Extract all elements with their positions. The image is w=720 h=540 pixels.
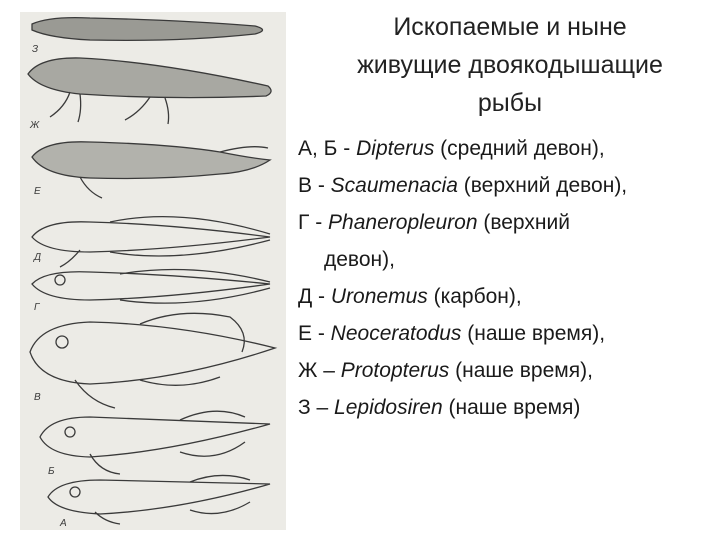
legend-item-uronemus	[298, 278, 713, 315]
legend-item-lepidosiren	[298, 389, 713, 426]
fish-uronemus	[32, 217, 270, 267]
legend-item-neoceratodus	[298, 315, 713, 352]
legend-item-dipterus	[298, 130, 713, 167]
legend-prefix: Д -	[298, 285, 331, 308]
slide-title	[310, 8, 710, 122]
legend-genus: Scaumenacia	[330, 174, 458, 197]
figure-letter-g: Г	[34, 302, 40, 313]
legend-genus: Neoceratodus	[330, 322, 462, 345]
fish-dipterus-b	[40, 411, 270, 477]
fish-scaumenacia	[30, 313, 275, 408]
legend-item-phaneropleuron-continuation: девон),	[324, 248, 395, 271]
figure-letter-v: В	[34, 392, 41, 403]
figure-letter-b: Б	[48, 466, 55, 477]
legend-genus: Uronemus	[330, 285, 428, 308]
figure-letter-zh: Ж	[30, 120, 40, 131]
legend-period: (верхний девон),	[457, 174, 628, 197]
legend-prefix: А, Б -	[298, 137, 357, 160]
legend-period: (наше время)	[442, 396, 581, 419]
legend-genus: Dipterus	[356, 137, 435, 160]
legend-period: (карбон),	[427, 285, 522, 308]
legend-genus: Lepidosiren	[334, 396, 443, 419]
legend-period: (средний девон),	[434, 137, 605, 160]
fish-protopterus	[28, 58, 271, 131]
legend-item-protopterus	[298, 352, 713, 389]
figure-letter-z: З	[32, 44, 39, 55]
fish-dipterus-a	[48, 475, 270, 529]
legend-prefix: В -	[298, 174, 331, 197]
fish-neoceratodus	[32, 142, 270, 198]
legend-prefix: Г -	[298, 211, 329, 234]
legend-period: (наше время),	[461, 322, 606, 345]
legend-prefix: Е -	[298, 322, 331, 345]
legend-genus: Phaneropleuron	[328, 211, 478, 234]
legend-prefix: Ж –	[298, 359, 341, 382]
figure-letter-e: Е	[34, 186, 41, 197]
figure-letter-a: А	[60, 518, 67, 529]
title-line-2: живущие двоякодышащие	[357, 51, 663, 79]
legend-prefix: З –	[298, 396, 335, 419]
species-legend	[298, 130, 713, 426]
figure-letter-d: Д	[34, 252, 42, 263]
legend-item-phaneropleuron	[298, 204, 713, 241]
fossil-fish-illustration	[20, 12, 286, 530]
legend-period: (верхний	[477, 211, 570, 234]
legend-genus: Protopterus	[340, 359, 450, 382]
title-line-3: рыбы	[477, 89, 543, 117]
fish-phaneropleuron	[32, 270, 270, 314]
title-line-1: Ископаемые и ныне	[393, 13, 627, 41]
legend-period: (наше время),	[449, 359, 593, 382]
fish-lepidosiren	[32, 18, 263, 55]
fish-drawings	[20, 12, 286, 530]
legend-item-scaumenacia	[298, 167, 713, 204]
